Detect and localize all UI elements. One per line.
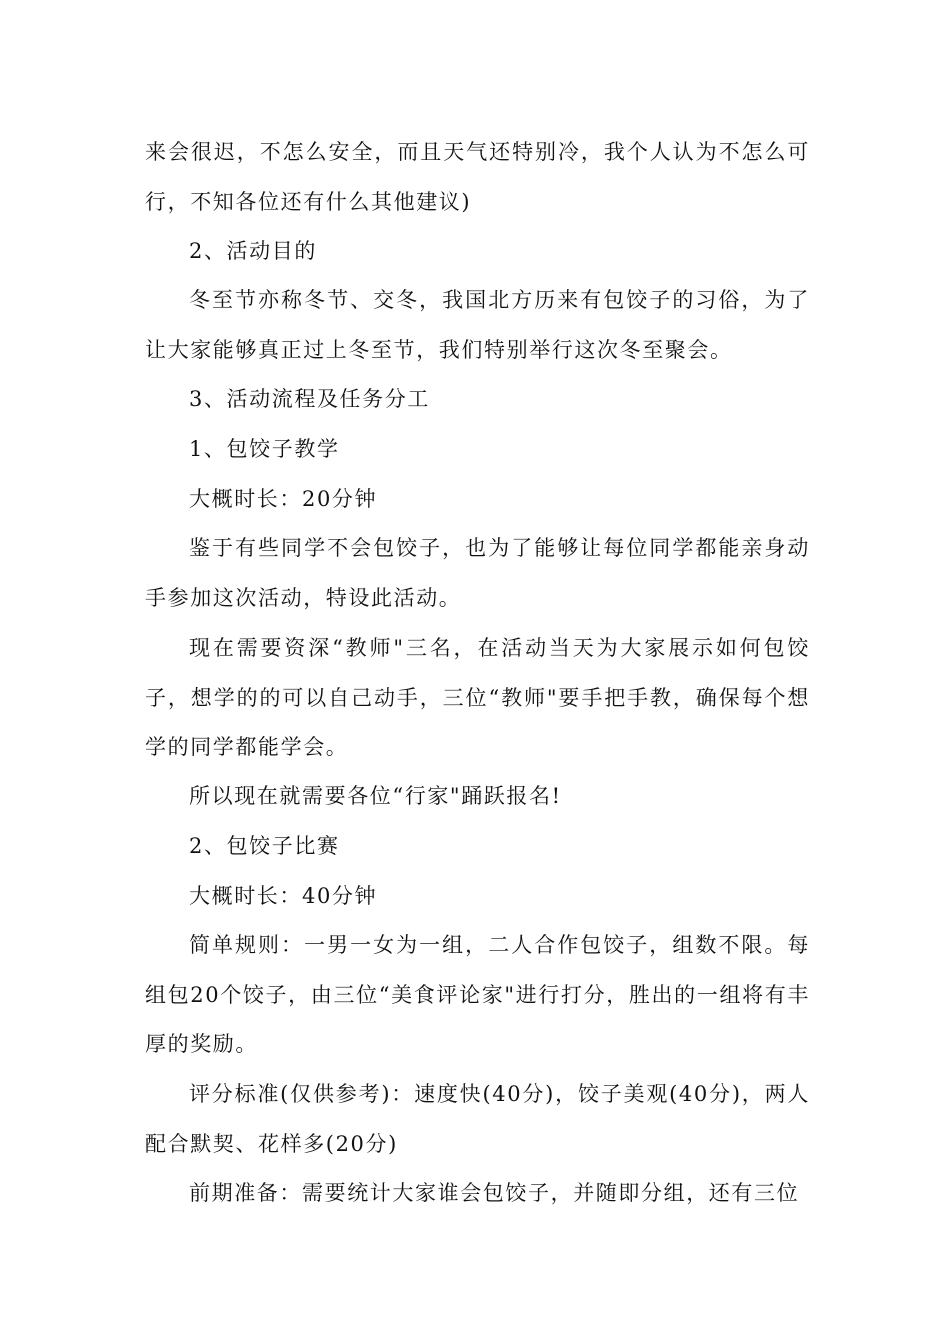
contest-duration: 大概时长：40分钟	[189, 884, 378, 908]
paragraph-preparation: 前期准备：需要统计大家谁会包饺子，并随即分组，还有三位	[189, 1181, 800, 1205]
heading-activity-process: 3、活动流程及任务分工	[189, 387, 430, 411]
teaching-duration: 大概时长：20分钟	[189, 487, 378, 511]
paragraph-purpose: 冬至节亦称冬节、交冬，我国北方历来有包饺子的习俗，为了让大家能够真正过上冬至节，我们特别举行这次冬至聚会。	[145, 288, 810, 362]
paragraph-teacher-recruitment: 现在需要资深“教师"三名，在活动当天为大家展示如何包饺子，想学的的可以自己动手，三位“教师"要手把手教，确保每个想学的同学都能学会。	[145, 636, 810, 759]
paragraph-signup-call: 所以现在就需要各位“行家"踊跃报名!	[189, 784, 562, 808]
paragraph-contest-rules: 简单规则：一男一女为一组，二人合作包饺子，组数不限。每组包20个饺子，由三位“美食评论家"进行打分，胜出的一组将有丰厚的奖励。	[145, 933, 810, 1056]
paragraph-safety-concern: 来会很迟，不怎么安全，而且天气还特别冷，我个人认为不怎么可行，不知各位还有什么其他建议)	[145, 140, 810, 214]
heading-dumpling-contest: 2、包饺子比赛	[189, 834, 340, 858]
heading-activity-purpose: 2、活动目的	[189, 239, 317, 263]
paragraph-scoring-criteria: 评分标准(仅供参考)：速度快(40分)，饺子美观(40分)，两人配合默契、花样多(20分)	[145, 1082, 810, 1156]
heading-dumpling-teaching: 1、包饺子教学	[189, 437, 340, 461]
paragraph-teaching-reason: 鉴于有些同学不会包饺子，也为了能够让每位同学都能亲身动手参加这次活动，特设此活动。	[145, 536, 810, 610]
